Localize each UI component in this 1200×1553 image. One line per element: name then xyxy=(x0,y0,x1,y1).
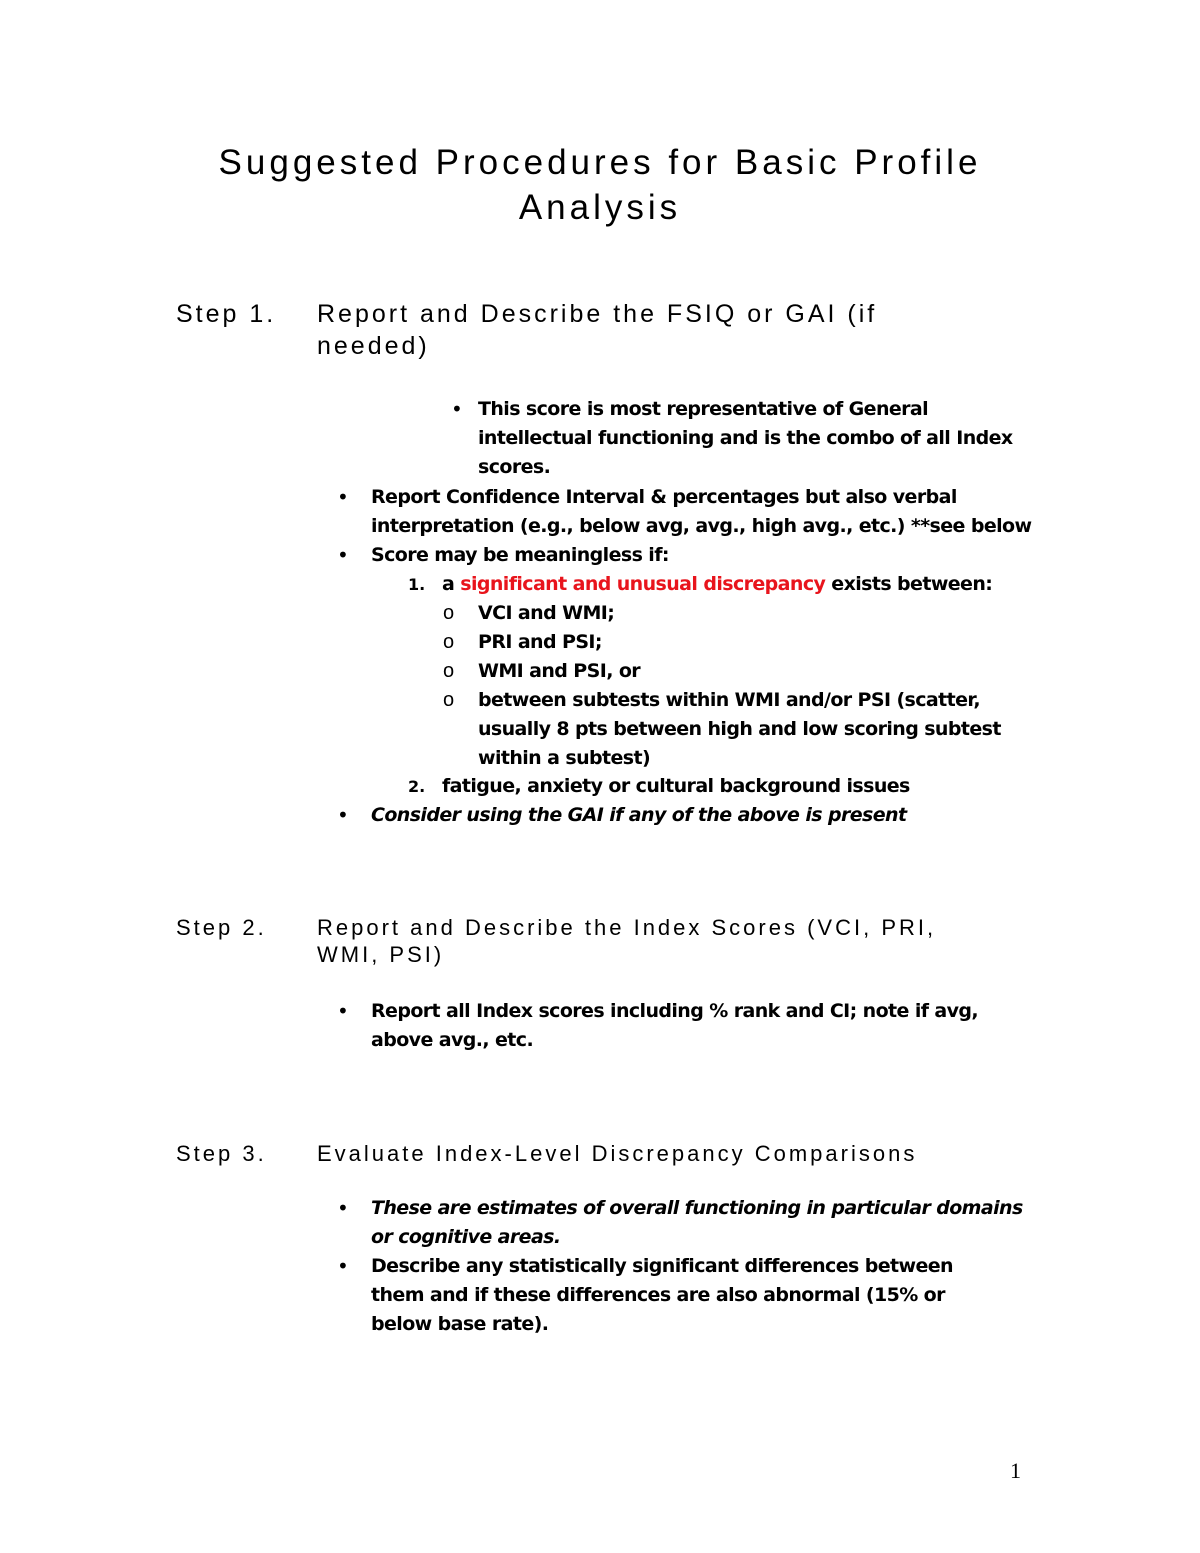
bullet-marker: • xyxy=(337,1254,349,1278)
step1-title: Report and Describe the FSIQ or GAI (if needed) xyxy=(317,300,878,360)
sub-bullet-marker: o xyxy=(443,689,455,711)
numbered-item-prefix: a xyxy=(442,573,461,595)
step3-bullet-b: Describe any statistically significant differences between them and if these differences are also abnormal (15% or below base rate). xyxy=(371,1255,953,1335)
page-title: Suggested Procedures for Basic Profile Analysis xyxy=(218,143,982,227)
numbered-item-suffix: exists between: xyxy=(825,573,993,595)
sub-bullet-marker: o xyxy=(443,631,455,653)
step1-numbered-item-2: fatigue, anxiety or cultural background issues xyxy=(442,775,910,797)
numbered-marker: 2. xyxy=(408,777,426,796)
step2-title: Report and Describe the Index Scores (VCI, PRI, WMI, PSI) xyxy=(317,915,937,967)
step3-bullet-a: These are estimates of overall functioning in particular domains or cognitive areas. xyxy=(371,1197,1023,1248)
numbered-marker: 1. xyxy=(408,575,426,594)
step1-bullet-d: Consider using the GAI if any of the above is present xyxy=(371,804,907,826)
bullet-marker: • xyxy=(337,803,349,827)
sub-item: VCI and WMI; xyxy=(478,602,615,624)
sub-item: PRI and PSI; xyxy=(478,631,602,653)
step3-label: Step 3. xyxy=(176,1141,267,1166)
sub-item: WMI and PSI, or xyxy=(478,660,641,682)
step1-bullet-b: Report Confidence Interval & percentages but also verbal interpretation (e.g., below avg, avg., high avg., etc.) **see below xyxy=(371,486,1032,537)
bullet-marker: • xyxy=(337,999,349,1023)
bullet-marker: • xyxy=(337,485,349,509)
bullet-marker: • xyxy=(337,1196,349,1220)
step1-bullet-a: This score is most representative of General intellectual functioning and is the combo of all Index scores. xyxy=(478,398,1013,478)
step1-label: Step 1. xyxy=(176,300,277,328)
sub-item: between subtests within WMI and/or PSI (scatter, usually 8 pts between high and low scoring subtest within a subtest) xyxy=(478,689,1001,769)
bullet-marker: • xyxy=(337,543,349,567)
step2-bullet-a: Report all Index scores including % rank and CI; note if avg, above avg., etc. xyxy=(371,1000,979,1051)
page-number: 1 xyxy=(1010,1458,1021,1483)
step1-bullet-c: Score may be meaningless if: xyxy=(371,544,669,566)
bullet-marker: • xyxy=(451,397,463,421)
step3-title: Evaluate Index-Level Discrepancy Comparisons xyxy=(317,1141,918,1166)
highlighted-phrase: significant and unusual discrepancy xyxy=(460,573,826,595)
step1-numbered-item-1 xyxy=(442,570,1022,599)
step2-label: Step 2. xyxy=(176,915,267,940)
sub-bullet-marker: o xyxy=(443,602,455,624)
sub-bullet-marker: o xyxy=(443,660,455,682)
